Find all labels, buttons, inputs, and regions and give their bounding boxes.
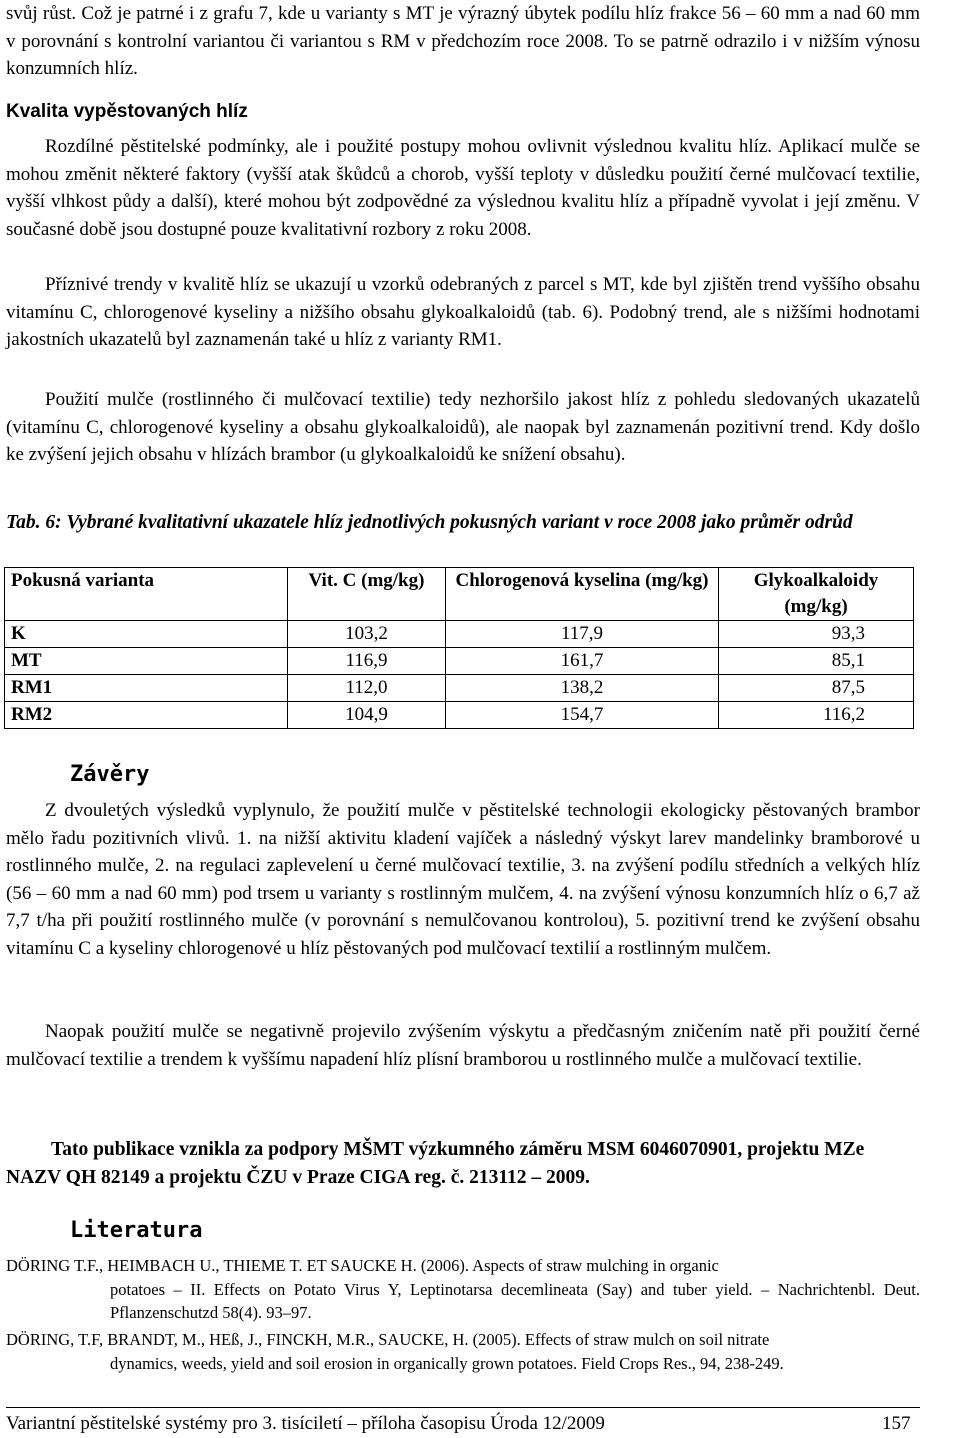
header-vitamin-c: Vit. C (mg/kg) xyxy=(288,568,446,621)
footer-journal: Variantní pěstitelské systémy pro 3. tisíciletí – příloha časopisu Úroda 12/2009 xyxy=(6,1413,605,1434)
header-variant: Pokusná varianta xyxy=(5,568,288,621)
table-row xyxy=(5,675,914,702)
reference-continuation: potatoes – II. Effects on Potato Virus Y, Leptinotarsa decemlineata (Say) and tuber yield. – Nachrichtenbl. Deut. Pflanzenschutzd 58(4). 93–97. xyxy=(110,1279,920,1322)
section-title-literature: Literatura xyxy=(70,1218,203,1243)
reference-first-line: DÖRING, T.F, BRANDT, M., HEß, J., FINCKH, M.R., SAUCKE, H. (2005). Effects of straw mulch on soil nitrate xyxy=(6,1330,770,1349)
cell-glycoalkaloids: 93,3 xyxy=(719,621,914,648)
quality-table xyxy=(4,567,914,729)
conclusions-paragraph-2: Naopak použití mulče se negativně projevilo zvýšením výskytu a předčasným zničením natě při použití černé mulčovací textilie a trendem k vyššímu napadení hlíz plísní bramborou u rostlinného mulče a mulčovací textilie. xyxy=(6,1021,920,1070)
table-caption-text: Vybrané kvalitativní ukazatele hlíz jednotlivých pokusných variant v roce 2008 jako průměr odrůd xyxy=(61,512,853,533)
top-paragraph: svůj růst. Což je patrné i z grafu 7, kde u varianty s MT je výrazný úbytek podílu hlíz frakce 56 – 60 mm a nad 60 mm v porovnání s kontrolní variantou či variantou s RM v předchozím roce 2008. To se patrně odrazilo i v nižším výnosu konzumních hlíz. xyxy=(6,3,920,79)
cell-vitamin-c: 116,9 xyxy=(288,648,446,675)
reference-item xyxy=(6,1254,920,1325)
reference-item xyxy=(6,1328,920,1375)
cell-variant: K xyxy=(5,621,288,648)
section-heading-quality: Kvalita vypěstovaných hlíz xyxy=(6,101,248,122)
section-title-conclusions: Závěry xyxy=(70,762,150,787)
reference-continuation: dynamics, weeds, yield and soil erosion in organically grown potatoes. Field Crops Res., 94, 238-249. xyxy=(110,1353,784,1373)
cell-variant: RM1 xyxy=(5,675,288,702)
footer-divider xyxy=(6,1407,920,1408)
table-caption xyxy=(6,508,920,537)
table-row xyxy=(5,702,914,729)
table-row xyxy=(5,648,914,675)
header-glycoalkaloids: Glykoalkaloidy (mg/kg) xyxy=(719,568,914,621)
cell-glycoalkaloids: 87,5 xyxy=(719,675,914,702)
cell-chlorogenic-acid: 138,2 xyxy=(446,675,719,702)
cell-vitamin-c: 104,9 xyxy=(288,702,446,729)
cell-glycoalkaloids: 116,2 xyxy=(719,702,914,729)
table-row xyxy=(5,621,914,648)
conclusions-paragraph-1: Z dvouletých výsledků vyplynulo, že použití mulče v pěstitelské technologii ekologicky pěstovaných brambor mělo řadu pozitivních vlivů. 1. na nižší aktivitu kladení vajíček a následný výskyt larev mandelinky bramborové u rostlinného mulče, 2. na regulaci zaplevelení u černé mulčovací textilie, 3. na zvýšení podílu středních a velkých hlíz (56 – 60 mm a nad 60 mm) pod trsem u varianty s rostlinným mulčem, 4. na zvýšení výnosu konzumních hlíz o 6,7 až 7,7 t/ha při použití rostlinného mulče (v porovnání s nemulčovanou kontrolou), 5. pozitivní trend ke zvýšení obsahu vitamínu C a kyseliny chlorogenové u hlíz pěstovaných pod mulčovací textilií a rostlinným mulčem. xyxy=(6,800,920,959)
quality-paragraph-3: Použití mulče (rostlinného či mulčovací textilie) tedy nezhoršilo jakost hlíz z pohledu sledovaných ukazatelů (vitamínu C, chlorogenové kyseliny a obsahu glykoalkaloidů), ale naopak byl zaznamenán pozitivní trend. Kdy došlo ke zvýšení jejich obsahu v hlízách brambor (u glykoalkaloidů ke snížení obsahu). xyxy=(6,389,920,465)
cell-vitamin-c: 103,2 xyxy=(288,621,446,648)
cell-glycoalkaloids: 85,1 xyxy=(719,648,914,675)
reference-first-line: DÖRING T.F., HEIMBACH U., THIEME T. ET SAUCKE H. (2006). Aspects of straw mulching in organic xyxy=(6,1256,719,1275)
cell-variant: MT xyxy=(5,648,288,675)
header-chlorogenic-acid: Chlorogenová kyselina (mg/kg) xyxy=(446,568,719,621)
cell-vitamin-c: 112,0 xyxy=(288,675,446,702)
table-header-row xyxy=(5,568,914,621)
cell-chlorogenic-acid: 161,7 xyxy=(446,648,719,675)
table-caption-prefix: Tab. 6: xyxy=(6,512,62,533)
quality-paragraph-2: Příznivé trendy v kvalitě hlíz se ukazují u vzorků odebraných z parcel s MT, kde byl zjištěn trend vyššího obsahu vitamínu C, chlorogenové kyseliny a nižšího obsahu glykoalkaloidů (tab. 6). Podobný trend, ale s nižšími hodnotami jakostních ukazatelů byl zaznamenán také u hlíz z varianty RM1. xyxy=(6,274,920,350)
page-number: 157 xyxy=(882,1413,911,1434)
quality-paragraph-1: Rozdílné pěstitelské podmínky, ale i použité postupy mohou ovlivnit výslednou kvalitu hlíz. Aplikací mulče se mohou změnit některé faktory (vyšší atak škůdců a chorob, vyšší teploty v důsledku použití černé mulčovací textilie, vyšší vlhkost půdy a další), které mohou být zodpovědné za výslednou kvalitu hlíz a případně vyvolat i její změnu. V současné době jsou dostupné pouze kvalitativní rozbory z roku 2008. xyxy=(6,136,920,240)
cell-chlorogenic-acid: 117,9 xyxy=(446,621,719,648)
cell-variant: RM2 xyxy=(5,702,288,729)
acknowledgement-text: Tato publikace vznikla za podpory MŠMT výzkumného záměru MSM 6046070901, projektu MZe NAZV QH 82149 a projektu ČZU v Praze CIGA reg. č. 213112 – 2009. xyxy=(6,1139,865,1188)
cell-chlorogenic-acid: 154,7 xyxy=(446,702,719,729)
acknowledgement xyxy=(6,1136,920,1192)
